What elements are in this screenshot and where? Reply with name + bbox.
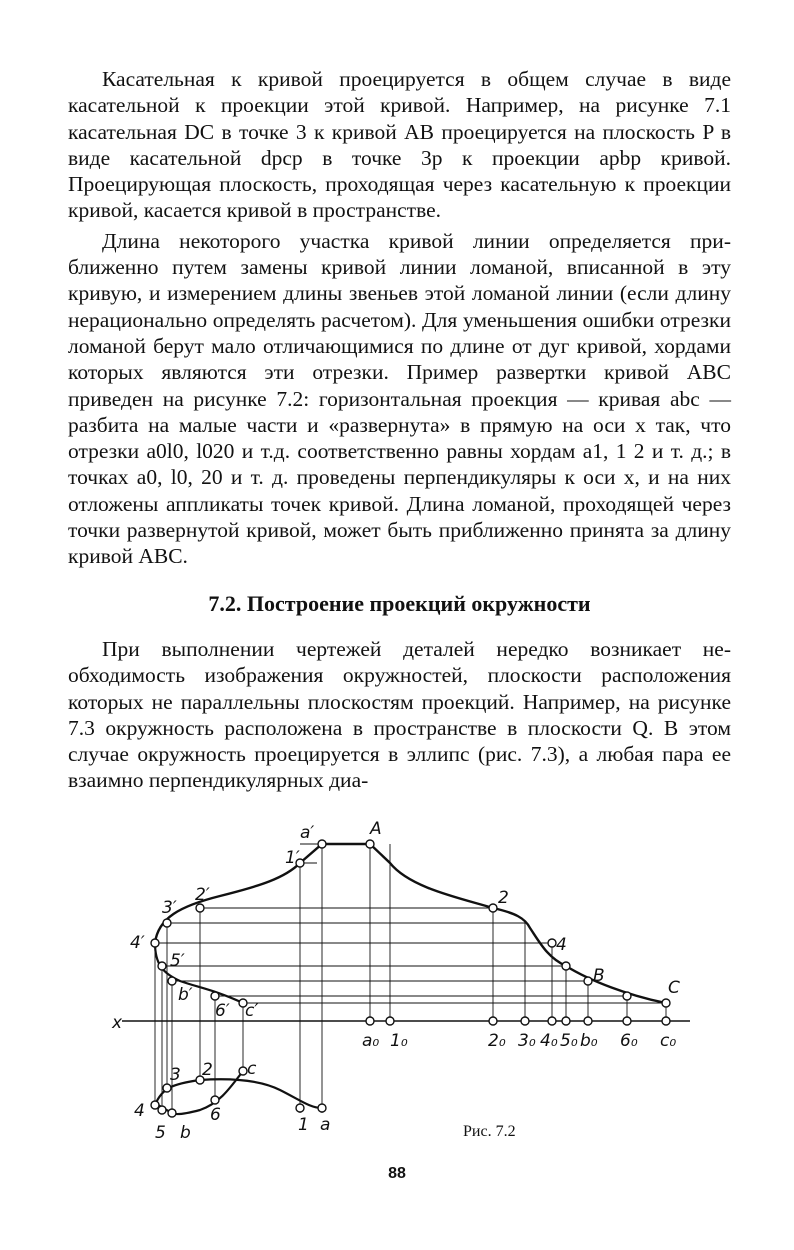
label-h3: 3 [170,1065,181,1085]
label-C: C [668,978,680,998]
label-h4: 4 [134,1101,145,1121]
label-50: 5₀ [560,1031,578,1051]
label-x-axis: x [112,1013,123,1033]
paragraph-curve-length: Длина некоторого участка кривой линии определяется приближенно путем замены кривой линии ломаной, вписанной в эту кривую, и измерением длины звеньев этой ломаной линии (если длину нерационально определять расчетом). Для уменьшения ошибки отрезки ломаной берут мало отличающимися по длине от дуг кривой, хордами которых являются эти отрезки. Пример развертки кривой ABC приведен на рисунке 7.2: горизонтальная проекция — кривая abc — разбита на малые части и «развернута» в прямую на оси x так, что отрезки a0l0, l020 и т.д. соответственно равны хордам a1, 1 2 и т. д.; в точках a0, l0, 20 и т. д. проведены перпендикуляры к оси x, и на них отложены аппликаты точек кривой. Длина ломаной, проходящей через точки развернутой кривой, может быть приближенно принята за длину кривой ABC. [68,228,731,569]
label-b-prime: b′ [178,985,193,1005]
paragraph-circle-projection: При выполнении чертежей деталей нередко возникает необходимость изображения окружностей, плоскости расположения которых не параллельны плоскостям проекций. Например, на рисунке 7.3 окружность расположена в пространстве в плоскости Q. В этом случае окружность проецируется в эллипс (рис. 7.3), а любая пара ее взаимно перпендикулярных диа- [68,637,731,793]
label-h1: 1 [298,1115,309,1135]
label-hb: b [180,1123,191,1143]
label-A: A [370,819,382,839]
label-3-prime: 3′ [162,898,177,918]
text-section-bottom [68,636,731,794]
label-B: B [593,966,605,986]
page-number: 88 [388,1165,406,1182]
label-1-prime: 1′ [285,848,300,868]
figure-caption: Рис. 7.2 [463,1123,516,1140]
curve-development-diagram [100,818,700,1153]
label-4-frontal: 4 [556,935,567,955]
frontal-projection-lower-curve [155,943,243,1003]
label-40: 4₀ [540,1031,558,1051]
label-2-frontal: 2 [498,888,509,908]
text-section-top [68,66,731,570]
label-h6: 6 [210,1105,221,1125]
label-60: 6₀ [620,1031,638,1051]
label-30: 3₀ [518,1031,536,1051]
label-c0: c₀ [660,1031,677,1051]
label-6-prime: 6′ [215,1001,230,1021]
label-h5: 5 [155,1123,166,1143]
label-a-prime: a′ [300,823,315,843]
label-2-prime: 2′ [195,885,210,905]
label-l0: 1₀ [390,1031,408,1051]
figure-7-2 [100,818,700,1153]
label-c-prime: c′ [245,1001,259,1021]
label-4-prime: 4′ [130,933,145,953]
label-20: 2₀ [488,1031,506,1051]
section-heading: 7.2. Построение проекций окружности [208,591,591,616]
label-ha: a [320,1115,331,1135]
label-hc: c [247,1059,257,1079]
label-h2: 2 [202,1060,213,1080]
label-5-prime: 5′ [170,951,185,971]
label-a0: a₀ [362,1031,380,1051]
label-b0: b₀ [580,1031,598,1051]
paragraph-tangent: Касательная к кривой проецируется в общем случае в виде касательной к проекции этой кривой. Например, на рисунке 7.1 касательная DC в точке 3 к кривой AB проецируется на плоскость P в виде касательной dpcp в точке 3p к проекции apbp кривой. Проецирующая плоскость, проходящая через касательную к проекции кривой, касается кривой в пространстве. [68,67,731,223]
